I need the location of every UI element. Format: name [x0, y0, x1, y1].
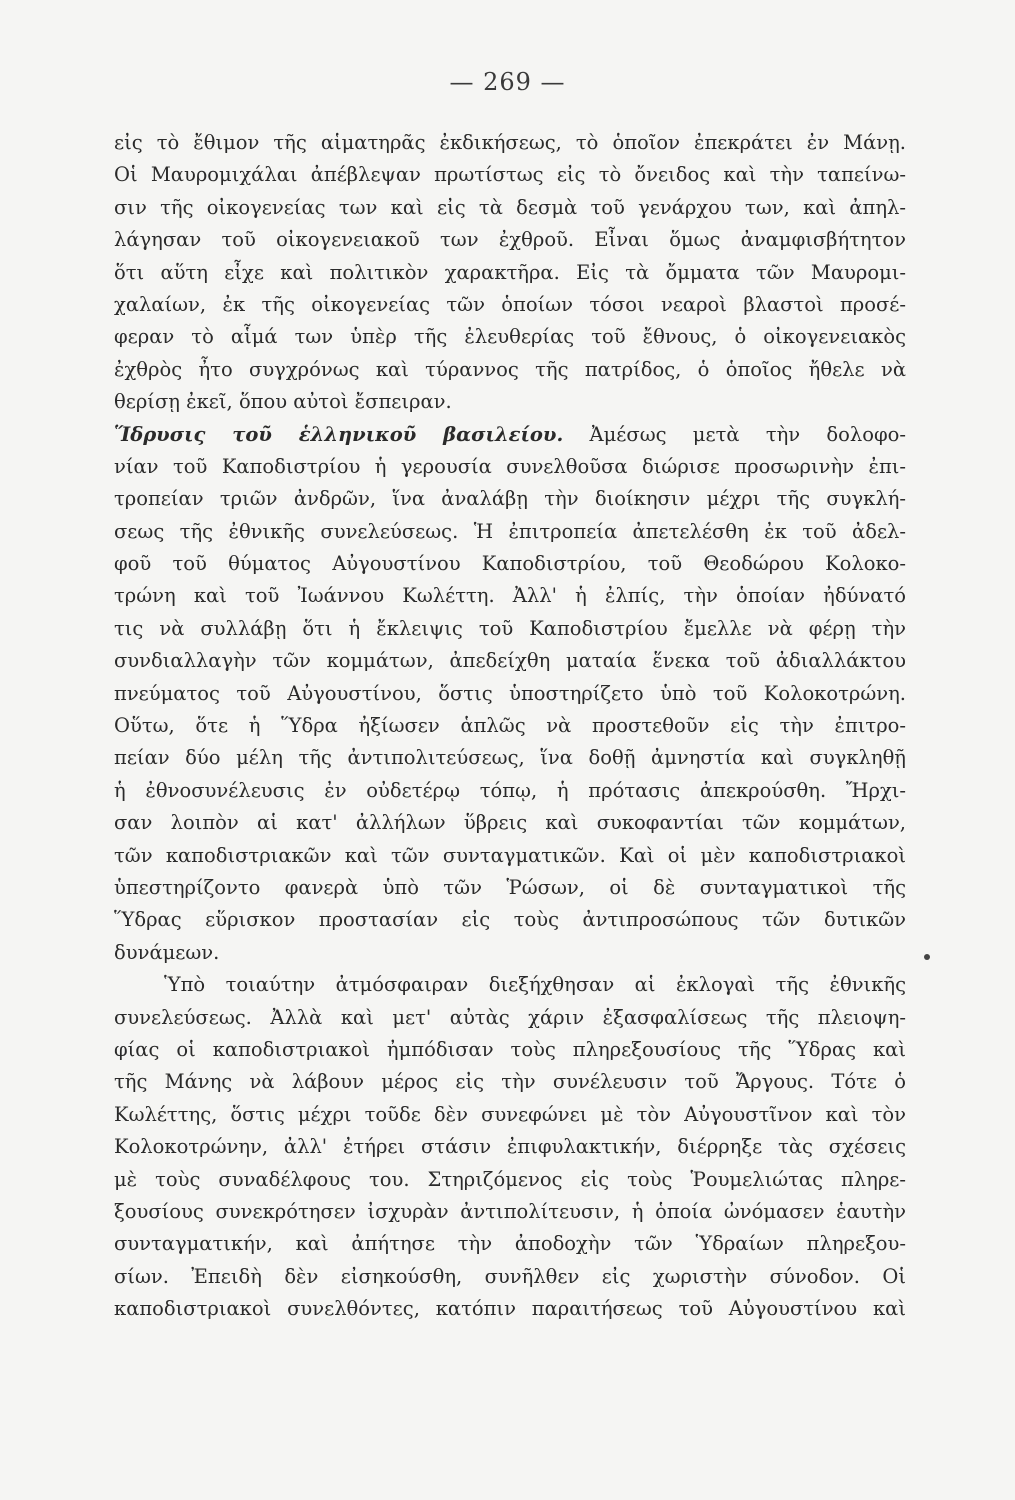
- text-line: σίων. Ἐπειδὴ δὲν εἰσηκούσθη, συνῆλθεν εἰς χωριστὴν σύνοδον. Οἱ: [114, 1264, 906, 1288]
- text-line: ξουσίους συνεκρότησεν ἰσχυρὰν ἀντιπολίτευσιν, ἡ ὁποία ὠνόμασεν ἑαυτὴν: [114, 1199, 906, 1223]
- text-line: θερίσῃ ἐκεῖ, ὅπου αὐτοὶ ἔσπειραν.: [114, 390, 452, 414]
- text-line: σιν τῆς οἰκογενείας των καὶ εἰς τὰ δεσμὰ τοῦ γενάρχου των, καὶ ἀπηλ-: [114, 195, 906, 219]
- text-line: συνταγματικήν, καὶ ἀπήτησε τὴν ἀποδοχὴν τῶν Ὑδραίων πληρεξου-: [114, 1232, 906, 1256]
- text-line: δυνάμεων.: [114, 940, 220, 964]
- text-line: ὅτι αὕτη εἶχε καὶ πολιτικὸν χαρακτῆρα. Εἰς τὰ ὄμματα τῶν Μαυρομι-: [114, 260, 906, 284]
- text-line: τροπείαν τριῶν ἀνδρῶν, ἵνα ἀναλάβῃ τὴν διοίκησιν μέχρι τῆς συγκλή-: [114, 487, 906, 511]
- text-line: Ὕδρας εὕρισκον προστασίαν εἰς τοὺς ἀντιπροσώπους τῶν δυτικῶν: [114, 908, 906, 932]
- text-line: φεραν τὸ αἷμά των ὑπὲρ τῆς ἐλευθερίας τοῦ ἔθνους, ὁ οἰκογενειακὸς: [114, 325, 906, 349]
- text-line: τῶν καποδιστριακῶν καὶ τῶν συνταγματικῶν. Καὶ οἱ μὲν καποδιστριακοὶ: [114, 843, 906, 867]
- text-line: φίας οἱ καποδιστριακοὶ ἠμπόδισαν τοὺς πληρεξουσίους τῆς Ὕδρας καὶ: [114, 1037, 906, 1061]
- text-line: ὑπεστηρίζοντο φανερὰ ὑπὸ τῶν Ῥώσων, οἱ δὲ συνταγματικοὶ τῆς: [114, 875, 906, 899]
- text-line-content: Ἀμέσως μετὰ τὴν δολοφο-: [563, 422, 906, 446]
- text-line: ἐχθρὸς ἦτο συγχρόνως καὶ τύραννος τῆς πατρίδος, ὁ ὁποῖος ἤθελε νὰ: [114, 357, 906, 381]
- text-line: Κολοκοτρώνην, ἀλλ' ἐτήρει στάσιν ἐπιφυλακτικήν, διέρρηξε τὰς σχέσεις: [114, 1135, 906, 1159]
- text-line: χαλαίων, ἐκ τῆς οἰκογενείας τῶν ὁποίων τόσοι νεαροὶ βλαστοὶ προσέ-: [114, 292, 906, 316]
- text-line: τῆς Μάνης νὰ λάβουν μέρος εἰς τὴν συνέλευσιν τοῦ Ἄργους. Τότε ὁ: [114, 1070, 906, 1094]
- text-line: σεως τῆς ἐθνικῆς συνελεύσεως. Ἡ ἐπιτροπεία ἀπετελέσθη ἐκ τοῦ ἀδελ-: [114, 519, 906, 543]
- text-line: σαν λοιπὸν αἱ κατ' ἀλλήλων ὕβρεις καὶ συκοφαντίαι τῶν κομμάτων,: [114, 811, 906, 835]
- body-text: [114, 127, 906, 1325]
- text-line: Κωλέττης, ὅστις μέχρι τοῦδε δὲν συνεφώνει μὲ τὸν Αὐγουστῖνον καὶ τὸν: [114, 1102, 906, 1126]
- text-line: συνδιαλλαγὴν τῶν κομμάτων, ἀπεδείχθη ματαία ἕνεκα τοῦ ἀδιαλλάκτου: [114, 649, 906, 673]
- text-line: νίαν τοῦ Καποδιστρίου ἡ γερουσία συνελθοῦσα διώρισε προσωρινὴν ἐπι-: [114, 454, 906, 478]
- text-line: φοῦ τοῦ θύματος Αὐγουστίνου Καποδιστρίου, τοῦ Θεοδώρου Κολοκο-: [114, 552, 906, 576]
- text-line: συνελεύσεως. Ἀλλὰ καὶ μετ' αὐτὰς χάριν ἐξασφαλίσεως τῆς πλειοψη-: [114, 1005, 906, 1029]
- page-number: — 269 —: [449, 68, 566, 96]
- text-line: λάγησαν τοῦ οἰκογενειακοῦ των ἐχθροῦ. Εἶναι ὅμως ἀναμφισβήτητον: [114, 228, 906, 252]
- text-line: [114, 419, 906, 451]
- text-line: πνεύματος τοῦ Αὐγουστίνου, ὅστις ὑποστηρίζετο ὑπὸ τοῦ Κολοκοτρώνη.: [114, 681, 906, 705]
- text-line: Οἱ Μαυρομιχάλαι ἀπέβλεψαν πρωτίστως εἰς τὸ ὄνειδος καὶ τὴν ταπείνω-: [114, 163, 906, 187]
- text-line: εἰς τὸ ἔθιμον τῆς αἱματηρᾶς ἐκδικήσεως, τὸ ὁποῖον ἐπεκράτει ἐν Μάνῃ.: [114, 131, 906, 154]
- section-heading: Ἵδρυσις τοῦ ἑλληνικοῦ βασιλείου.: [114, 422, 564, 446]
- text-line: ἡ ἐθνοσυνέλευσις ἐν οὐδετέρῳ τόπῳ, ἡ πρότασις ἀπεκρούσθη. Ἤρχι-: [114, 778, 906, 802]
- margin-mark: [924, 954, 930, 960]
- text-line: τρώνη καὶ τοῦ Ἰωάννου Κωλέττη. Ἀλλ' ἡ ἐλπίς, τὴν ὁποίαν ἠδύνατό: [114, 584, 906, 608]
- text-line: καποδιστριακοὶ συνελθόντες, κατόπιν παραιτήσεως τοῦ Αὐγουστίνου καὶ: [114, 1297, 906, 1321]
- text-line: τις νὰ συλλάβῃ ὅτι ἡ ἔκλειψις τοῦ Καποδιστρίου ἔμελλε νὰ φέρῃ τὴν: [114, 616, 906, 640]
- text-line: Ὑπὸ τοιαύτην ἀτμόσφαιραν διεξήχθησαν αἱ ἐκλογαὶ τῆς ἐθνικῆς: [164, 973, 906, 997]
- text-line: πείαν δύο μέλη τῆς ἀντιπολιτεύσεως, ἵνα δοθῇ ἀμνηστία καὶ συγκληθῇ: [114, 746, 906, 770]
- text-line: μὲ τοὺς συναδέλφους του. Στηριζόμενος εἰς τοὺς Ῥουμελιώτας πληρε-: [114, 1167, 906, 1191]
- text-line: Οὕτω, ὅτε ἡ Ὕδρα ἠξίωσεν ἁπλῶς νὰ προστεθοῦν εἰς τὴν ἐπιτρο-: [114, 714, 906, 738]
